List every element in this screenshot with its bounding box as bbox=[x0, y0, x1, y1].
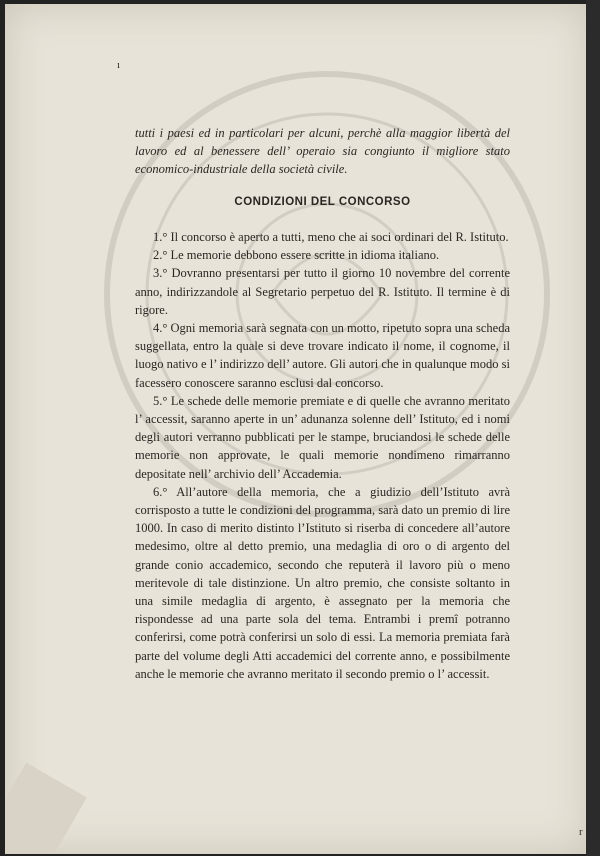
condition-paragraph: 3.° Dovranno presentarsi per tutto il giorno 10 novembre del corrente anno, indirizzandole al Segretario perpetuo del R. Istituto. Il termine è di rigore. bbox=[135, 266, 510, 317]
conditions-body bbox=[135, 228, 510, 683]
condition-paragraph: 6.° All’autore della memoria, che a giudizio dell’Istituto avrà corrisposto a tutte le condizioni del programma, sarà dato un premio di lire 1000. In caso di merito distinto l’Istituto si riserba di concedere all’autore medesimo, oltre al detto premio, una medaglia di oro o di argento del grande conio accademico, secondo che reputerà il lavoro più o meno meritevole di tale distinzione. Un altro premio, che consiste soltanto in una simile medaglia di argento, è assegnato per la memoria che rispondesse ad una parte sola del tema. Entrambi i premî potranno conferirsi, come potrà conferirsi un solo di essi. La memoria premiata farà parte del volume degli Atti accademici del corrente anno, e possibilmente anche le memorie che avranno meritato il secondo premio o l’ accessit. bbox=[135, 484, 510, 681]
intro-paragraph: tutti i paesi ed in particolari per alcuni, perchè alla maggior libertà del lavoro ed al benessere dell’ operaio sia congiunto il migliore stato economico-industriale della società civile. bbox=[135, 126, 510, 176]
document-page bbox=[5, 4, 589, 854]
section-heading: CONDIZIONI DEL CONCORSO bbox=[234, 196, 411, 208]
folded-corner bbox=[5, 763, 87, 854]
condition-paragraph: 4.° Ogni memoria sarà segnata con un motto, ripetuto sopra una scheda suggellata, entro la quale si deve trovare indicato il nome, il cognome, il luogo nativo e l’ indirizzo dell’ autore. Gli autori che in qualunque modo si facessero conoscere saranno esclusi dal concorso. bbox=[135, 321, 510, 390]
margin-mark: ı bbox=[117, 59, 121, 71]
condition-paragraph: 5.° Le schede delle memorie premiate e di quelle che avranno meritato l’ accessit, saranno aperte in un’ adunanza solenne dell’ Istituto, ed i nomi degli autori verranno pubblicati per le stampe, bruciandosi le schede delle memorie non approvate, le quali memorie nondimeno rimarranno depositate nell’ archivio dell’ Accademia. bbox=[135, 393, 510, 481]
margin-mark: r bbox=[579, 826, 583, 838]
condition-paragraph: 2.° Le memorie debbono essere scritte in idioma italiano. bbox=[153, 248, 440, 263]
condition-paragraph: 1.° Il concorso è aperto a tutti, meno che ai soci ordinari del R. Istituto. bbox=[153, 230, 509, 244]
scan-binding-edge bbox=[586, 0, 600, 856]
